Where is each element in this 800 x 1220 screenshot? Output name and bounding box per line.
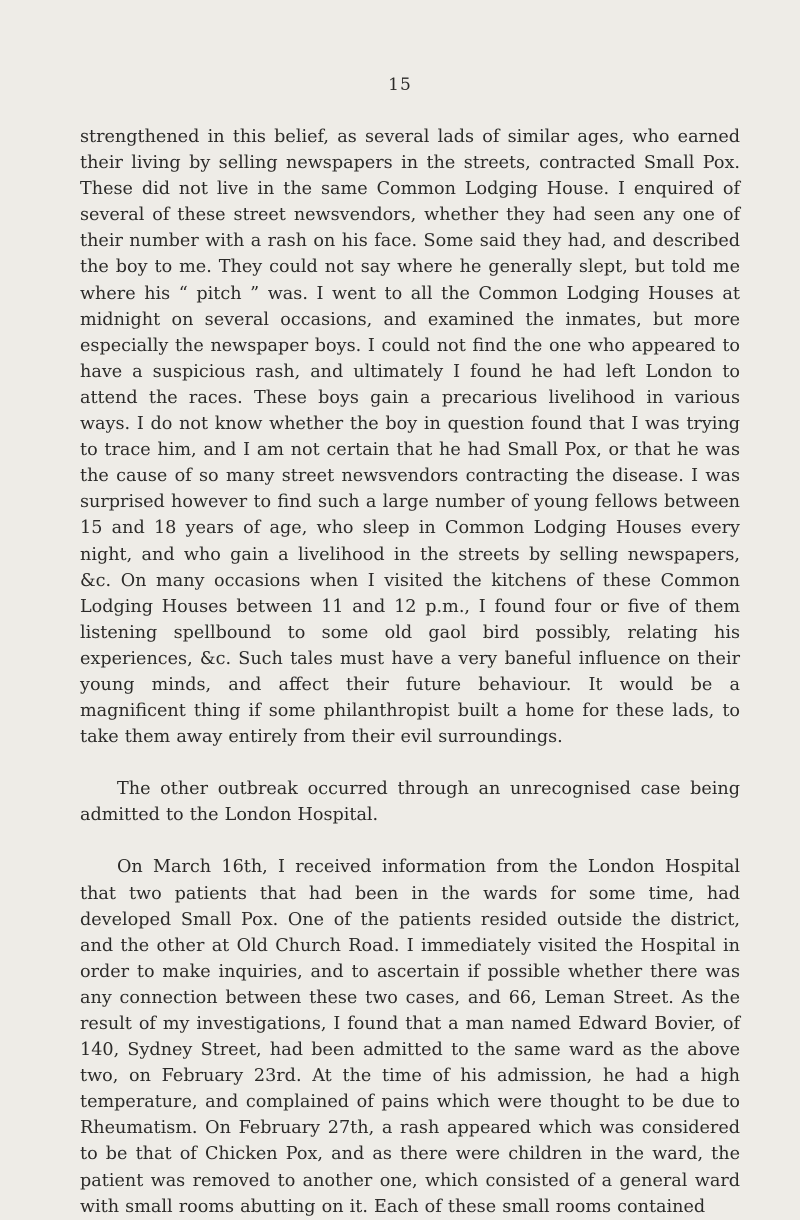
paragraph-other-outbreak: The other outbreak occurred through an unrecognised case being admitted to the London Hospital. <box>80 779 740 826</box>
paragraph-london-hospital: On March 16th, I received information from the London Hospital that two patients that had been in the wards for some time, had developed Small Pox. One of the patients resided outside the district, and the other at Old Church Road. I immediately visited the Hospital in order to make inquiries, and to ascertain if possible whether there was any connection between these two cases, and 66, Leman Street. As the result of my investigations, I found that a man named Edward Bovier, of 140, Sydney Street, had been admitted to the same ward as the above two, on February 23rd. At the time of his admission, he had a high temperature, and complained of pains which were thought to be due to Rheumatism. On February 27th, a rash appeared which was considered to be that of Chicken Pox, and as there were children in the ward, the patient was removed to another one, which consisted of a general ward with small rooms abutting on it. Each of these small rooms contained <box>80 857 740 1217</box>
page-number: 15 <box>388 75 412 95</box>
body-text <box>80 124 740 1220</box>
paragraph-newsvendors: strengthened in this belief, as several lads of similar ages, who earned their living by selling newspapers in the streets, contracted Small Pox. These did not live in the same Common Lodging House. I enquired of several of these street newsvendors, whether they had seen any one of their number with a rash on his face. Some said they had, and described the boy to me. They could not say where he generally slept, but told me where his “ pitch ” was. I went to all the Common Lodging Houses at midnight on several occasions, and examined the inmates, but more especially the newspaper boys. I could not find the one who appeared to have a suspicious rash, and ultimately I found he had left London to attend the races. These boys gain a precarious livelihood in various ways. I do not know whether the boy in question found that I was trying to trace him, and I am not certain that he had Small Pox, or that he was the cause of so many street newsvendors contracting the disease. I was surprised however to find such a large number of young fellows between 15 and 18 years of age, who sleep in Common Lodging Houses every night, and who gain a livelihood in the streets by selling newspapers, &c. On many occasions when I visited the kitchens of these Common Lodging Houses between 11 and 12 p.m., I found four or five of them listening spellbound to some old gaol bird possibly, relating his experiences, &c. Such tales must have a very baneful influence on their young minds, and affect their future behaviour. It would be a magnificent thing if some philanthropist built a home for these lads, to take them away entirely from their evil surroundings. <box>80 127 740 748</box>
